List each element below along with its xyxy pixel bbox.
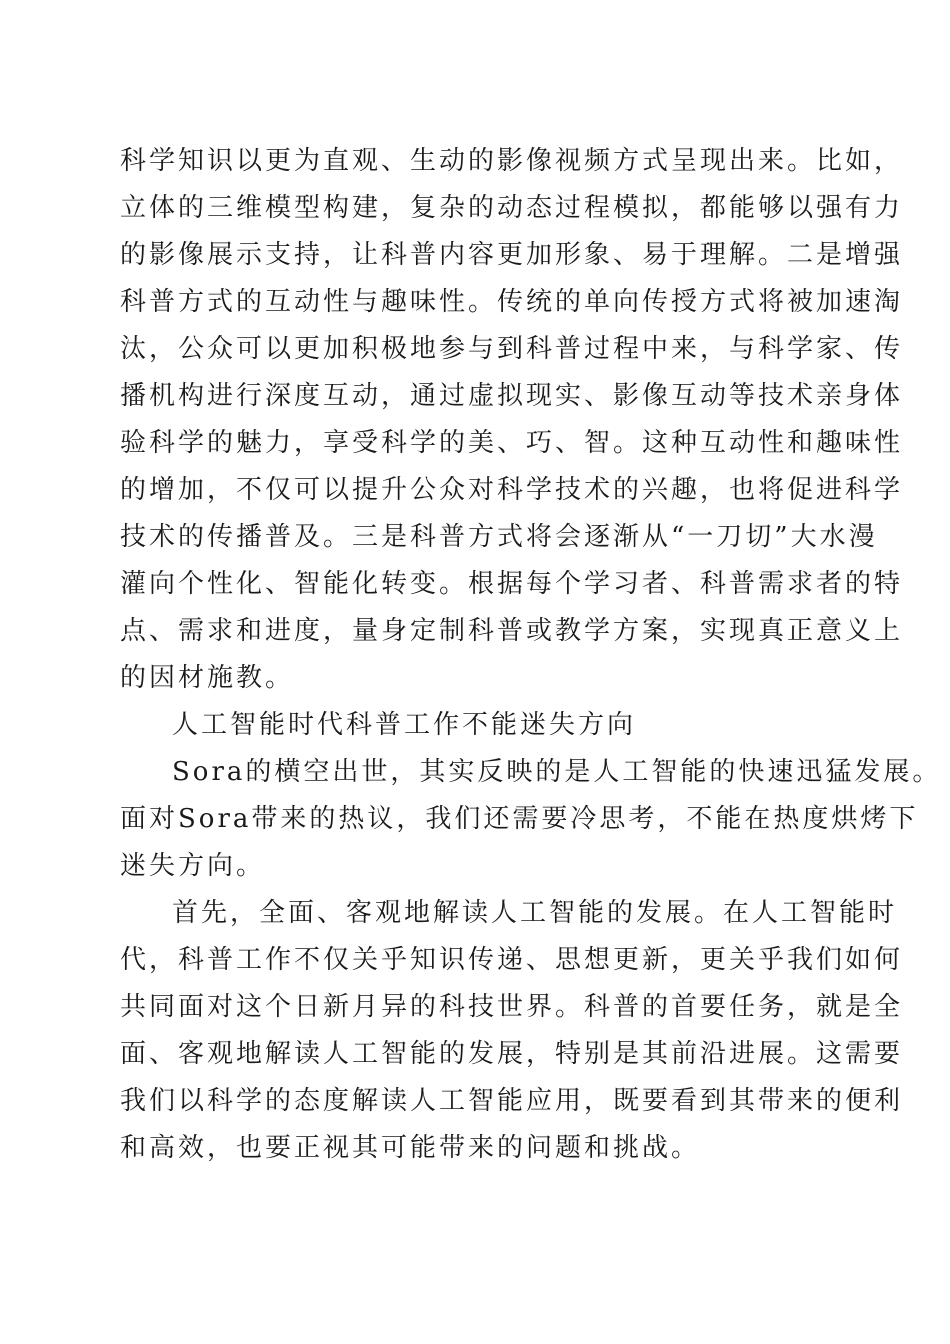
- text-line: 代，科普工作不仅关乎知识传递、思想更新，更关乎我们如何: [120, 945, 904, 975]
- text-line: 的增加，不仅可以提升公众对科学技术的兴趣，也将促进科学: [120, 475, 904, 505]
- text-line: 我们以科学的态度解读人工智能应用，既要看到其带来的便利: [120, 1086, 904, 1116]
- text-line: 首先，全面、客观地解读人工智能的发展。在人工智能时: [172, 898, 898, 928]
- text-line: 科普方式的互动性与趣味性。传统的单向传授方式将被加速淘: [120, 287, 904, 317]
- text-line: 汰，公众可以更加积极地参与到科普过程中来，与科学家、传: [120, 334, 904, 364]
- text-line: 灌向个性化、智能化转变。根据每个学习者、科普需求者的特: [120, 569, 904, 599]
- body-text: [120, 138, 942, 1172]
- text-line: 立体的三维模型构建，复杂的动态过程模拟，都能够以强有力: [120, 193, 904, 223]
- section-heading: 人工智能时代科普工作不能迷失方向: [172, 710, 637, 740]
- text-line: 科学知识以更为直观、生动的影像视频方式呈现出来。比如，: [120, 146, 904, 176]
- text-line: Sora的横空出世，其实反映的是人工智能的快速迅猛发展。: [172, 757, 942, 787]
- text-line: 技术的传播普及。三是科普方式将会逐渐从“一刀切”大水漫: [120, 522, 878, 552]
- text-line: 面对Sora带来的热议，我们还需要冷思考，不能在热度烘烤下: [120, 804, 919, 834]
- text-line: 和高效，也要正视其可能带来的问题和挑战。: [120, 1133, 701, 1163]
- text-line: 的影像展示支持，让科普内容更加形象、易于理解。二是增强: [120, 240, 904, 270]
- text-line: 面、客观地解读人工智能的发展，特别是其前沿进展。这需要: [120, 1039, 904, 1069]
- text-line: 的因材施教。: [120, 663, 295, 693]
- text-line: 迷失方向。: [120, 851, 266, 881]
- text-line: 验科学的魅力，享受科学的美、巧、智。这种互动性和趣味性: [120, 428, 904, 458]
- text-line: 点、需求和进度，量身定制科普或教学方案，实现真正意义上: [120, 616, 904, 646]
- text-line: 共同面对这个日新月异的科技世界。科普的首要任务，就是全: [120, 992, 904, 1022]
- text-line: 播机构进行深度互动，通过虚拟现实、影像互动等技术亲身体: [120, 381, 904, 411]
